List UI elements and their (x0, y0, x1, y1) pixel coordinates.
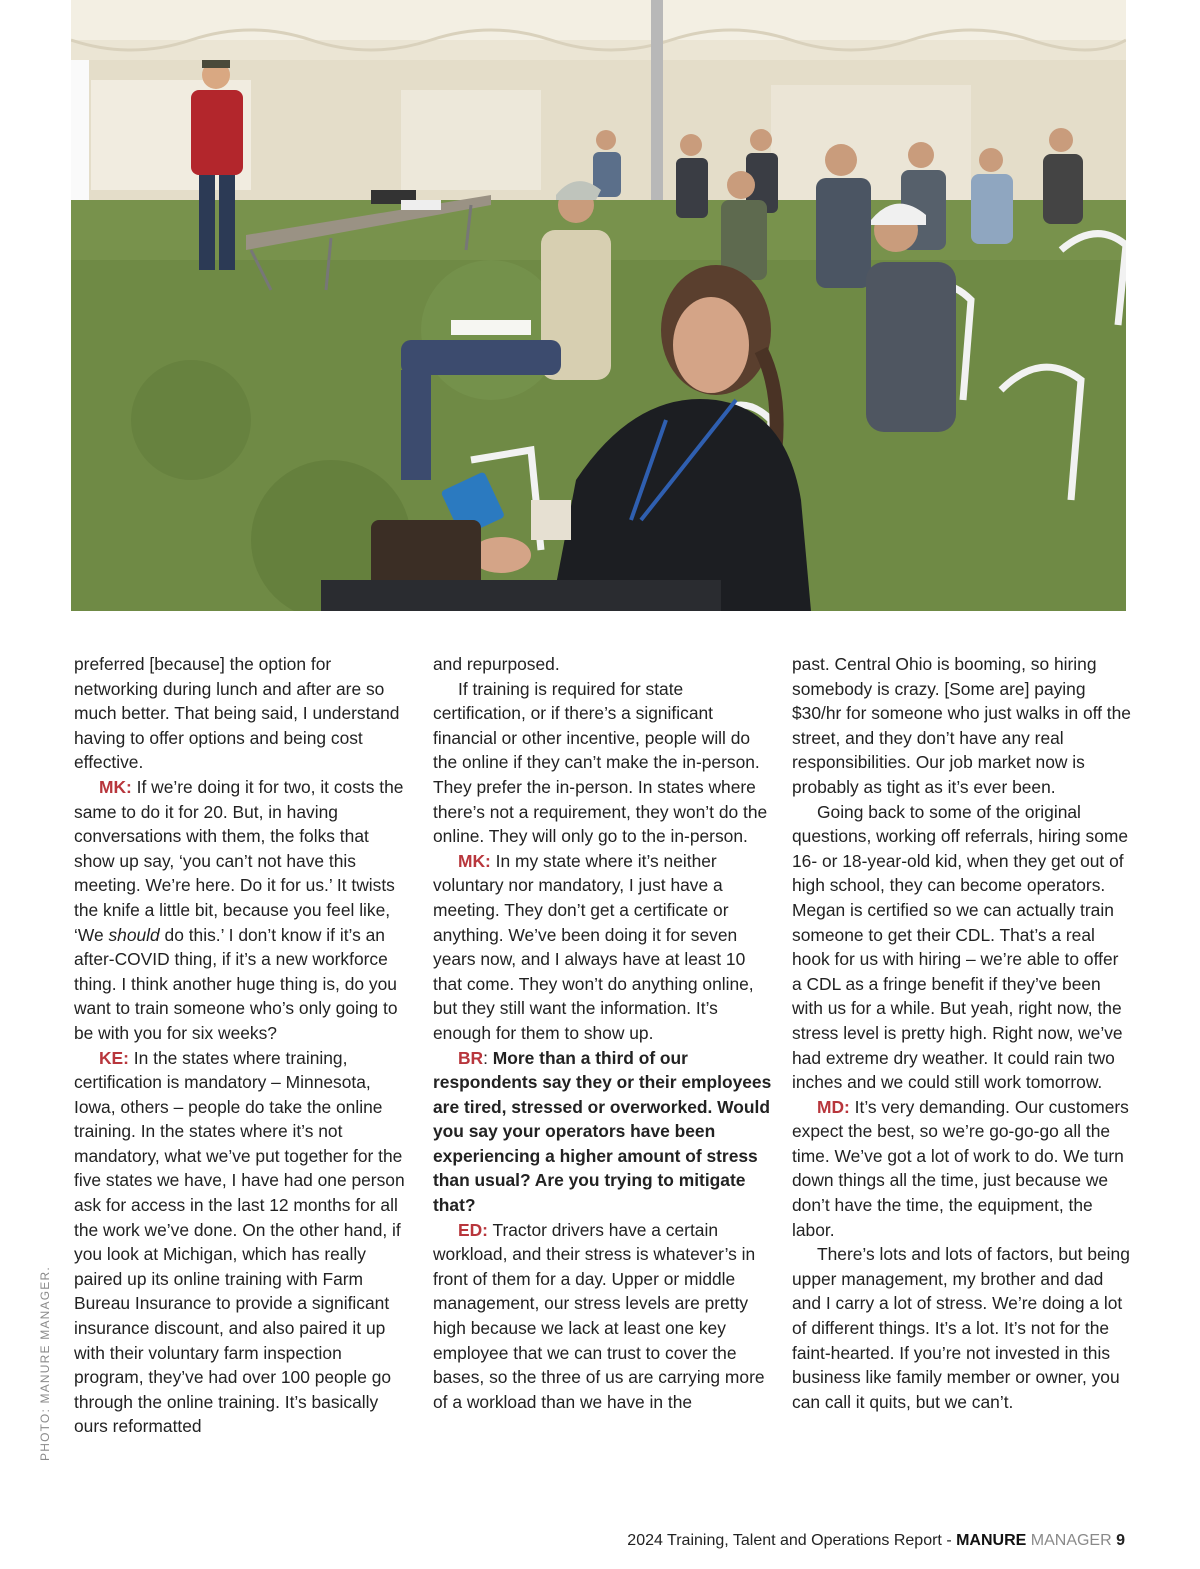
paragraph: Going back to some of the original questions, working off referrals, hiring some 16- or 18-year-old kid, when they get out of high school, they can become operators. Megan is certified so we can actually train someone to get their CDL. That’s a real hook for us with hiring – we’re able to offer a CDL as a fringe benefit if they’ve been with us for a while. But yeah, right now, the stress level is pretty high. Right now, we’ve had extreme dry weather. It could rain two inches and we could still work tomorrow. (792, 801, 1129, 1093)
paragraph (792, 1095, 1132, 1243)
paragraph-text: If we’re doing it for two, it costs the same to do it for 20. But, in having conversations with them, the folks that show up say, ‘you can’t not have this meeting. We’re here. Do it for us.’ It twists the knife a little bit, because you feel like, ‘We (74, 776, 404, 945)
paragraph: preferred [because] the option for networking during lunch and after are so much better. That being said, I understand having to offer options and being cost effective. (74, 654, 400, 773)
page-footer (627, 1532, 1125, 1550)
paragraph: and repurposed. (433, 654, 560, 674)
page-number: 9 (1111, 1532, 1125, 1549)
speaker-label: ED: (458, 1219, 488, 1240)
brand-name-bold: MANURE (956, 1532, 1027, 1549)
paragraph-text: In my state where it’s neither voluntary nor mandatory, I just have a meeting. They don’t get a certificate or anything. We’ve been doing it for seven years now, and I always have at least 10 that come. They won’t do anything online, but they still want the information. It’s enough for them to show up. (433, 850, 754, 1043)
photo-credit: PHOTO: MANURE MANAGER. (38, 1266, 52, 1461)
speaker-label: KE: (99, 1047, 129, 1068)
article-column-1 (74, 652, 414, 1439)
speaker-colon: : (483, 1047, 493, 1068)
question-text: More than a third of our respondents say they or their employees are tired, stressed or overworked. Would you say your operators have been experiencing a higher amount of stress than usual? Are you trying to mitigate that? (433, 1047, 772, 1216)
paragraph-text: It’s very demanding. Our customers expect the best, so we’re go-go-go all the time. We’ve got a lot of work to do. We turn down things all the time, just because we don’t have the time, the equipment, the labor. (792, 1096, 1129, 1240)
brand-name-light: MANAGER (1026, 1532, 1112, 1549)
paragraph: There’s lots and lots of factors, but being upper management, my brother and dad and I carry a lot of stress. We’re doing a lot of different things. It’s a lot. It’s not for the faint-hearted. If you’re not invested in this business like family member or owner, you can call it quits, but we can’t. (792, 1244, 1130, 1412)
report-title: 2024 Training, Talent and Operations Report (627, 1532, 942, 1549)
speaker-label: MK: (458, 850, 491, 871)
speaker-label: BR (458, 1047, 484, 1068)
tent-training-illustration (71, 0, 1126, 611)
speaker-label: MD: (817, 1096, 850, 1117)
paragraph (74, 1046, 414, 1440)
hero-photo (71, 0, 1126, 611)
paragraph (433, 849, 773, 1046)
emphasis-text: should (108, 924, 160, 945)
paragraph-text: Tractor drivers have a certain workload, and their stress is whatever’s in front of them for a day. Upper or middle management, our stress levels are pretty high because we lack at least one key employee that we can trust to cover the bases, so the three of us are carrying more of a workload than we have in the (433, 1219, 765, 1412)
paragraph: If training is required for state certification, or if there’s a significant financial or other incentive, people will do the online if they can’t make the in-person. They prefer the in-person. In states where there’s not a requirement, they won’t do the online. They will only go to the in-person. (433, 678, 768, 847)
article-column-2 (433, 652, 773, 1414)
paragraph-text: do this.’ I don’t know if it’s an after-COVID thing, if it’s a new workforce thing. I think another huge thing is, do you want to train someone who’s only going to be with you for six weeks? (74, 924, 398, 1043)
footer-separator: - (941, 1532, 957, 1549)
paragraph: past. Central Ohio is booming, so hiring somebody is crazy. [Some are] paying $30/hr for someone who just walks in off the street, and they don’t have any real responsibilities. Our job market now is probably as tight as it’s ever been. (792, 654, 1131, 797)
paragraph (74, 775, 414, 1046)
paragraph (433, 1218, 773, 1415)
speaker-label: MK: (99, 776, 132, 797)
question-paragraph (433, 1046, 773, 1218)
article-column-3 (792, 652, 1132, 1414)
paragraph-text: In the states where training, certification is mandatory – Minnesota, Iowa, others – people do take the online training. In the states where it’s not mandatory, what we’ve put together for the five states we have, I have had one person ask for access in the last 12 months for all the work we’ve done. On the other hand, if you look at Michigan, which has really paired up its online training with Farm Bureau Insurance to provide a significant insurance discount, and also paired it up with their voluntary farm inspection program, they’ve had over 100 people go through the online training. It’s basically ours reformatted (74, 1047, 405, 1437)
